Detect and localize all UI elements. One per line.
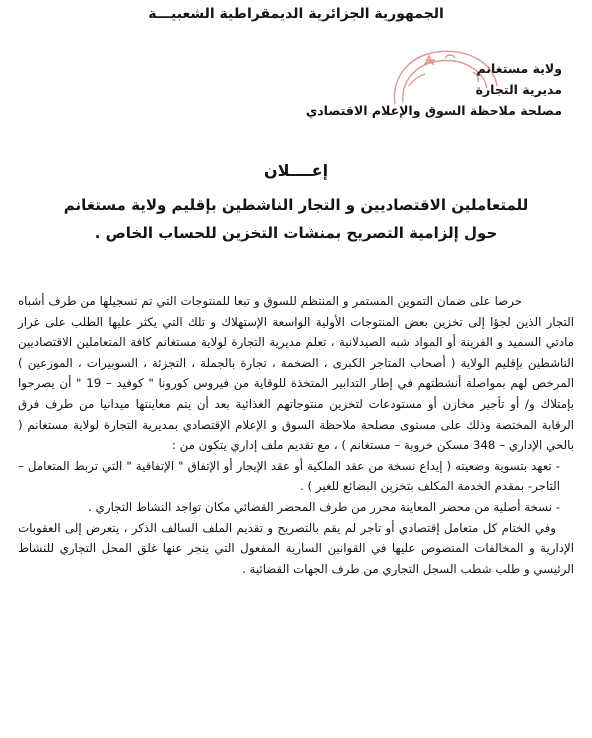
notice-subject [30, 191, 562, 247]
notice-body [18, 291, 574, 579]
required-document-1: - تعهد بتسوية وضعيته ( إيداع نسخة من عقد الملكية أو عقد الإيجار أو الإتفاق " الإتفاقية " التي تربط المتعامل – التاجر- بمقدم الخدمة المكلف بتخزين البضائع للغير ) . [18, 458, 560, 494]
subject-line-2: حول إلزامية التصريح بمنشات التخزين للحساب الخاص . [94, 224, 498, 242]
wilaya-label: ولاية مستغانم [476, 61, 562, 76]
required-document-2: - نسخة أصلية من محضر المعاينة محرر من طرف المحضر القضائي مكان تواجد النشاط التجاري . [88, 499, 560, 514]
service-label: مصلحة ملاحظة السوق والإعلام الاقتصادي [305, 103, 562, 118]
notice-title: إعــــلان [263, 161, 329, 180]
closing-paragraph: وفي الختام كل متعامل إقتصادي أو تاجر لم يقم بالتصريح و تقديم الملف السالف الذكر ، يتعرض إلى العقوبات الإدارية و المخالفات المنصوص عليها في القوانين السارية المفعول التي ينجر عنها غلق المحل التجاري للنشاط الرئيسي و طلب شطب السجل التجاري من طرف الجهات القضائية . [18, 520, 574, 576]
issuer-header [262, 58, 562, 121]
directorate-label: مديرية التجارة [475, 82, 562, 97]
republic-title: الجمهورية الجزائرية الديمقراطية الشعبيـــة [148, 6, 444, 22]
intro-paragraph: حرصا على ضمان التموين المستمر و المنتظم للسوق و تبعا للمنتوجات التي تم تسجيلها من طرف أشباه التجار الذين لجؤا إلى تخزين بعض المنتوجات الأولية الواسعة الإستهلاك و تلك التي يكثر عليها الطلب على غرار مادتي السميد و الفرينة أو المواد شبه الصيدلانية ، تعلم مديرية التجارة لولاية مستغانم كافة المتعاملين الاقتصاديين الناشطين بإقليم الولاية ( أصحاب المتاجر الكبرى ، الضخمة ، تجارة بالجملة ، التجزئة ، السوبيرات ، الموزعين ) المرخص لهم بمواصلة أنشطتهم في إطار التدابير المتخذة للوقاية من فيروس كورونا " كوفيد – 19 " أن يصرحوا بإمتلاك و/ أو تأجير مخازن أو مستودعات لتخزين منتوجاتهم الغذائية بعد أن يتم معاينتها ميدانيا من طرف فرق الرقابة المختصة وذلك على مستوى مصلحة ملاحظة السوق و الإعلام الإقتصادي بمديرية التجارة لولاية مستغانم ( بالحي الإداري – 348 مسكن خروبة – مستغانم ) ، مع تقديم ملف إداري يتكون من : [18, 294, 574, 453]
subject-line-1: للمتعاملين الاقتصاديين و التجار الناشطين بإقليم ولاية مستغانم [63, 196, 529, 214]
